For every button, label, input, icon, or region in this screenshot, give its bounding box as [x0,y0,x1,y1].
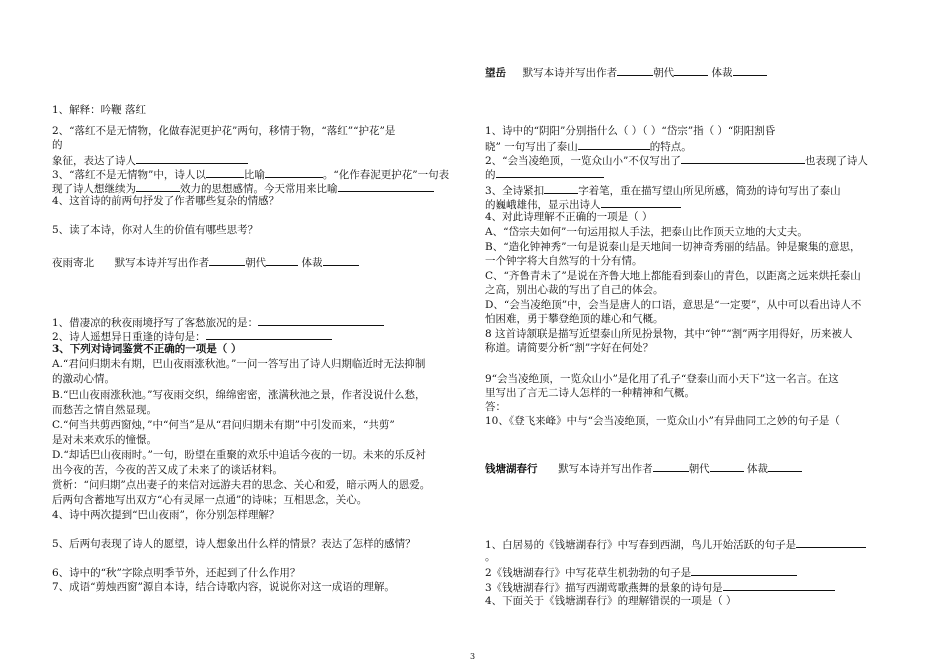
answer-blank[interactable] [723,579,835,591]
qiantang-question-1: 1、白居易的《钱塘湖春行》中写春到西湖，鸟儿开始活跃的句子是 [485,536,866,553]
wangyue-question-8-cont: 称道。请简要分析“割”字好在何处？ [485,342,654,354]
appreciation-cont: 后两句含蓄地写出双方“心有灵犀一点通”的诗味；互相思念，关心。 [52,494,368,506]
yeyu-question-4: 4、诗中两次提到“巴山夜雨”，你分别怎样理解？ [52,509,280,521]
answer-blank[interactable] [601,196,681,208]
answer-blank[interactable] [338,180,434,192]
answer-blank[interactable] [206,328,332,340]
answer-blank[interactable] [578,138,650,150]
poem-title: 夜雨寄北 [52,257,94,269]
question-2: 2、“落红不是无情物，化做春泥更护花”两句，移情于物，“落红”“护花”是 [52,125,396,137]
answer-blank[interactable] [136,180,180,192]
question-2-cont: 的 [52,139,63,151]
appreciation: 赏析：“问归期”点出妻子的来信对远游夫君的思念、关心和爱，暗示两人的恩爱。 [52,479,431,491]
question-5: 5、读了本诗，你对人生的价值有哪些思考？ [52,224,259,236]
yeyu-question-5: 5、后两句表现了诗人的愿望，诗人想象出什么样的情景？表达了怎样的感情？ [52,538,416,550]
wangyue-question-1-cont: 晓” 一句写出了泰山 的特点。 [485,138,692,155]
answer-blank[interactable] [206,166,244,178]
wangyue-question-1: 1、诗中的“阴阳”分别指什么（ ）（ ）“岱宗”指（ ）“阴阳割昏 [485,125,776,137]
genre-blank[interactable] [733,64,767,76]
yeyu-question-2: 2、诗人遥想异日重逢的诗句是： [52,328,332,345]
option-d-cont: 出今夜的苦，今夜的苦又成了未来了的谈话材料。 [52,464,283,476]
wangyue-question-10: 10、《登飞来峰》中与“会当凌绝顶，一览众山小”有异曲同工之妙的句子是（ [485,415,840,427]
qiantang-question-2: 2《钱塘湖春行》中写花草生机勃勃的句子是 [485,564,797,581]
yeyu-question-1: 1、借凄凉的秋夜雨境抒写了客愁旅况的是： [52,314,384,331]
wangyue-question-4: 4、对此诗理解不正确的一项是（ ） [485,211,653,223]
poem-title: 钱塘湖春行 [485,463,538,475]
option-a: A、“岱宗夫如何”一句运用拟人手法，把泰山比作顶天立地的大丈夫。 [485,226,808,238]
yeyu-question-3: 3、下列对诗词鉴赏不正确的一项是（ ） [52,343,242,355]
option-c-cont: 之高，别出心裁的写出了自己的体会。 [485,284,664,296]
option-b: B、“造化钟神秀”一句是说泰山是天地间一切神奇秀丽的结晶。钟是聚集的意思， [485,241,861,253]
section-qiantanghu: 钱塘湖春行 默写本诗并写出作者 朝代 体裁 [485,460,802,477]
answer-blank[interactable] [496,166,604,178]
wangyue-question-8: 8 这首诗颔联是描写近望泰山所见扮景物，其中“钟”“割”两字用得好，历来被人 [485,328,853,340]
option-d-cont: 怕困难，勇于攀登绝顶的雄心和气概。 [485,313,664,325]
dynasty-blank[interactable] [710,460,744,472]
answer-blank[interactable] [258,314,384,326]
option-c-cont: 是对未来欢乐的憧憬。 [52,434,157,446]
wangyue-question-9: 9“会当凌绝顶，一览众山小”是化用了孔子“登泰山而小天下”这一名言。在这 [485,373,839,385]
question-2-cont2: 象征，表达了诗人 [52,152,248,169]
option-c: C、“齐鲁青未了”是说在齐鲁大地上都能看到泰山的青色，以距离之远来烘托泰山 [485,270,861,282]
dynasty-blank[interactable] [266,254,298,266]
poem-title: 望岳 [485,67,506,79]
option-d: D.“却话巴山夜雨时。”一句，盼望在重聚的欢乐中追话今夜的一切。未来的乐反衬 [52,449,426,461]
yeyu-question-6: 6、诗中的“秋”字除点明季节外，还起到了什么作用？ [52,567,301,579]
answer-blank[interactable] [136,152,248,164]
option-a: A.“君问归期未有期，巴山夜雨涨秋池。”一问一答写出了诗人归期临近时无法抑制 [52,358,426,370]
wangyue-question-2: 2、“会当凌绝顶，一览众山小”不仅写出了 也表现了诗人 [485,152,868,169]
qiantang-question-1-cont: 。 [485,551,496,563]
author-blank[interactable] [617,64,653,76]
wangyue-question-9-cont: 里写出了言无二诗人怎样的一种精神和气概。 [485,387,695,399]
answer-blank[interactable] [544,182,578,194]
wangyue-question-3-cont: 的巍峨雄伟，显示出诗人 [485,196,681,213]
dynasty-blank[interactable] [674,64,708,76]
option-a-cont: 的激动心情。 [52,373,115,385]
author-blank[interactable] [209,254,245,266]
question-1: 1、解释：吟鞭 落红 [52,104,147,116]
genre-blank[interactable] [768,460,802,472]
answer-blank[interactable] [796,536,866,548]
option-d: D、“会当凌绝顶”中，会当是唐人的口语，意思是“一定要”，从中可以看出诗人不 [485,299,862,311]
qiantang-question-4: 4、下面关于《钱塘湖春行》的理解错误的一项是（ ） [485,595,737,607]
answer-blank[interactable] [691,564,797,576]
answer-blank[interactable] [265,166,323,178]
author-blank[interactable] [653,460,689,472]
section-wangyue: 望岳 默写本诗并写出作者 朝代 体裁 [485,64,767,81]
section-yeyujibei: 夜雨寄北 默写本诗并写出作者 朝代 体裁 [52,254,359,271]
option-b: B.“巴山夜雨涨秋池。”写夜雨交织，绵绵密密，涨满秋池之景，作者没说什么愁， [52,389,426,401]
wangyue-question-3: 3、全诗紧扣 字着笔，重在描写望山所见所感，简劲的诗句写出了泰山 [485,182,841,199]
question-3: 3、“落红不是无情物”中，诗人以 比喻 。“化作春泥更护花”一句表 [52,166,449,183]
page-number: 3 [470,652,476,661]
wangyue-question-2-cont: 的 [485,166,604,183]
answer-blank[interactable] [681,152,805,164]
answer-label: 答： [485,401,506,413]
option-c: C.“何当共剪西窗烛，”中“何当”是从“君问归期未有期”中引发而来，“共剪” [52,419,395,431]
option-b-cont: 而愁苦之情自然显现。 [52,404,157,416]
genre-blank[interactable] [323,254,359,266]
yeyu-question-7: 7、成语“剪烛西窗”源自本诗，结合诗歌内容，说说你对这一成语的理解。 [52,581,395,593]
option-b-cont: 一个钟字将大自然写的十分有情。 [485,255,643,267]
question-4: 4、这首诗的前两句抒发了作者哪些复杂的情感？ [52,195,280,207]
question-3-cont: 现了诗人想继续为 效力的思想感情。今天常用来比喻 [52,180,434,197]
qiantang-question-3: 3《钱塘湖春行》描写西湖莺歌燕舞的景象的诗句是 [485,579,835,596]
